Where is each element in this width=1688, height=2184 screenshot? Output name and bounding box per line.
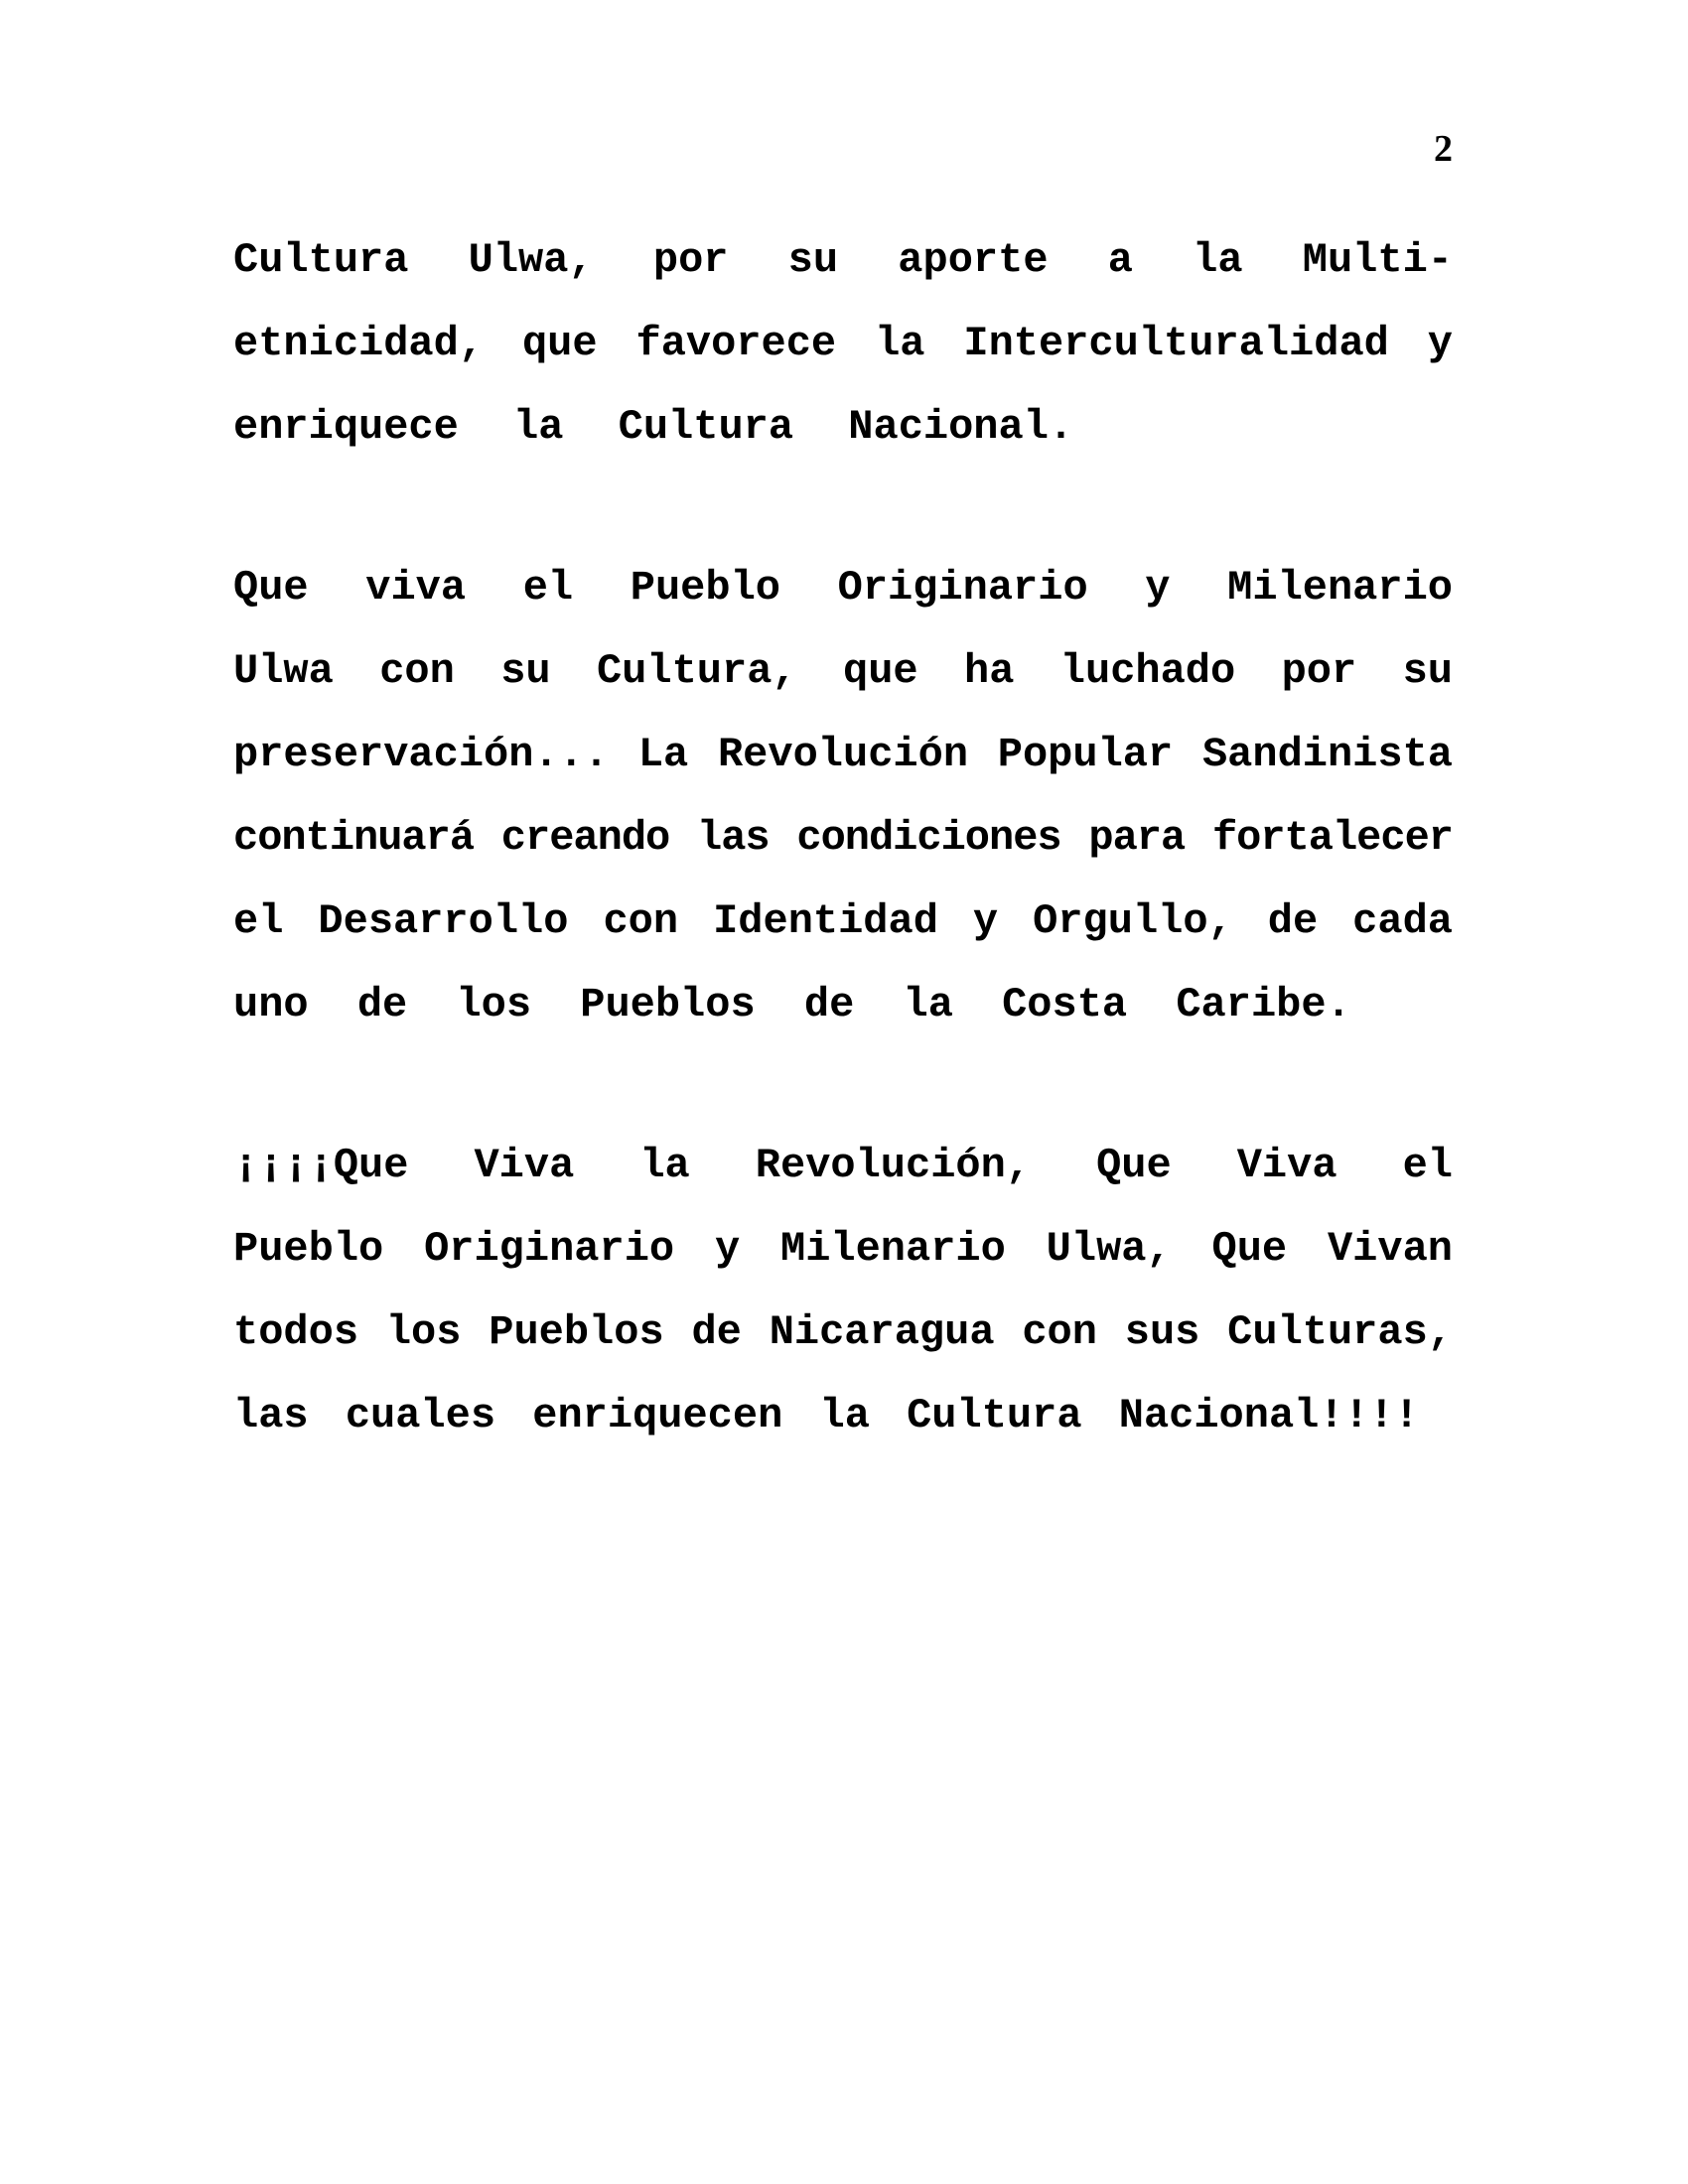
text-line: preservación... La Revolución Popular Sandinista [233,731,1453,778]
text-line: ¡¡¡¡Que Viva la Revolución, Que Viva el [233,1142,1453,1189]
text-line: todos los Pueblos de Nicaragua con sus Culturas, [233,1308,1453,1356]
text-line: Ulwa con su Cultura, que ha luchado por su [233,647,1453,695]
text-line: el Desarrollo con Identidad y Orgullo, de cada [233,897,1453,945]
text-line: continuará creando las condiciones para fortalecer [233,814,1453,862]
paragraph-3 [233,1124,1453,1457]
text-line: etnicidad, que favorece la Interculturalidad y [233,320,1453,367]
text-line: Pueblo Originario y Milenario Ulwa, Que Vivan [233,1225,1453,1273]
text-line: uno de los Pueblos de la Costa Caribe. [233,981,1351,1028]
page-number: 2 [1434,128,1453,170]
document-body [233,218,1453,1535]
text-line: Cultura Ulwa, por su aporte a la Multi- [233,236,1453,284]
text-line: enriquece la Cultura Nacional. [233,403,1074,451]
paragraph-1 [233,218,1453,469]
paragraph-2 [233,546,1453,1046]
text-line: Que viva el Pueblo Originario y Milenario [233,564,1453,612]
text-line: las cuales enriquecen la Cultura Nacional!!!! [233,1392,1420,1439]
